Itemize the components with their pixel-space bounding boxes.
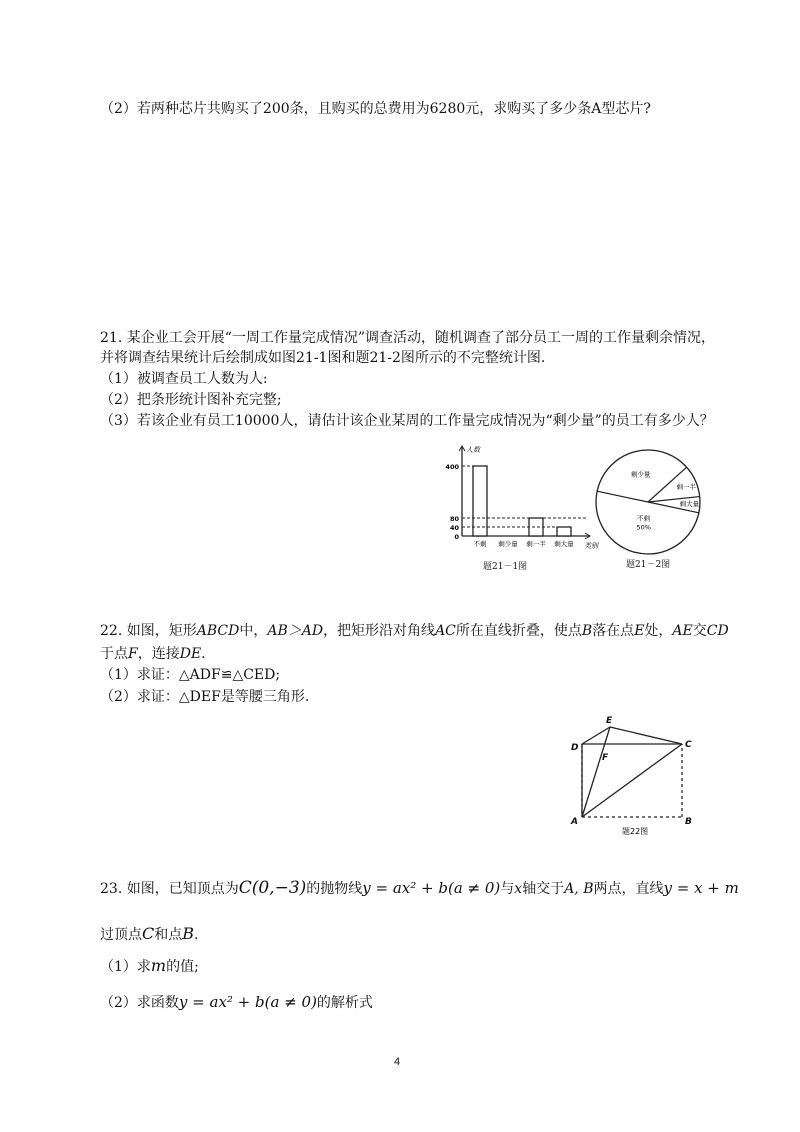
q22-part2: （2）求证：△DEF是等腰三角形. (100, 689, 310, 705)
q22-math: E (634, 623, 645, 639)
q23-math: y = x + m (663, 879, 739, 897)
q22-text: 落在点 (592, 623, 635, 639)
bar (473, 466, 487, 536)
q22-math: F (128, 646, 138, 662)
q22-text: 所在直线折叠，使点 (455, 623, 582, 639)
y-tick-label: 0 (454, 533, 459, 541)
q23-text: 的抛物线 (306, 881, 363, 897)
pie-slice-label: 剩一半 (676, 482, 696, 491)
q23-math: A, B (564, 881, 594, 897)
pie-chart-caption: 题21－2图 (626, 560, 671, 570)
q22-text: ，连接 (137, 646, 180, 662)
q22-math: AC (435, 623, 456, 639)
label-e: E (606, 716, 613, 726)
bar-chart-caption: 题21－1图 (483, 562, 528, 572)
q22-text: 处， (644, 623, 673, 639)
line-ae (582, 727, 610, 817)
q20-part2: （2）若两种芯片共购买了200条，且购买的总费用为6280元，求购买了多少条A型芯片? (100, 101, 651, 117)
q22-math: ABCD (196, 623, 240, 639)
diagonal-ac (582, 744, 682, 817)
q23-text: 的解析式 (316, 995, 373, 1011)
q23-part1 (100, 957, 199, 976)
q23-text: 的值; (166, 959, 199, 975)
q21-part2: （2）把条形统计图补充完整; (100, 392, 282, 408)
q23-text: . (194, 927, 199, 943)
q22-math: B (581, 623, 593, 639)
q23-text: （2）求函数 (100, 995, 179, 1011)
q22-text: . (201, 646, 206, 662)
q22-math: AE (672, 623, 693, 639)
q23-math: x (514, 881, 523, 897)
page-number: 4 (394, 1056, 401, 1068)
q21-part1: （1）被调查员工人数为人: (100, 371, 268, 387)
y-tick-label: 40 (449, 524, 459, 532)
q23-line2 (100, 925, 198, 944)
bar-chart (440, 436, 600, 570)
q22-part1: （1）求证：△ADF≌△CED; (100, 667, 281, 683)
q22-figure-caption: 题22图 (622, 827, 649, 836)
label-f: F (602, 753, 609, 763)
q22-math: DE (179, 646, 202, 662)
label-b: B (685, 817, 692, 827)
label-a: A (571, 817, 578, 827)
q23-text: 轴交于 (522, 881, 565, 897)
bar-chart-marks (462, 466, 586, 536)
q23-math: y = ax² + b(a ≠ 0) (362, 879, 501, 897)
q23-math: B (182, 924, 195, 943)
pie-slice-label: 剩大量 (679, 499, 700, 508)
label-d: D (571, 743, 579, 753)
q23-part2 (100, 993, 373, 1012)
line-ec (610, 727, 682, 744)
q23-text: 两点，直线 (593, 881, 664, 897)
q22-line2 (100, 645, 206, 663)
q23-math: y = ax² + b(a ≠ 0) (178, 993, 317, 1011)
q22-text: 于点 (100, 646, 128, 662)
pie-slice-label: 50% (636, 523, 651, 532)
q23-text: （1）求 (100, 959, 151, 975)
q21-line2: 并将调查结果统计后绘制成如图21-1图和题21-2图所示的不完整统计图. (100, 350, 546, 366)
q22-math: CD (706, 623, 729, 639)
pie-chart-marks (596, 450, 700, 554)
y-tick-label: 400 (445, 463, 459, 471)
q23-math: m (150, 956, 167, 975)
x-tick-label: 不剩 (473, 540, 487, 548)
pie-chart (590, 448, 710, 560)
q22-math: AB＞AD (267, 623, 324, 639)
q23-text: 过顶点 (100, 927, 142, 943)
q22-text: 交 (692, 623, 707, 639)
x-tick-label: 剩少量 (498, 540, 518, 548)
y-axis-label: 人数 (466, 446, 480, 454)
y-tick-label: 80 (449, 515, 459, 523)
x-tick-label: 剩大量 (554, 540, 574, 548)
bar (529, 518, 543, 536)
q23-text: 和点 (154, 927, 183, 943)
q22-line1 (100, 622, 729, 640)
q23-line1 (100, 879, 739, 898)
bar-chart-labels (445, 446, 600, 550)
pie-slice-label: 剩少量 (630, 470, 651, 479)
q23-text: 23. 如图，已知顶点为 (100, 881, 239, 897)
q21-line1: 21. 某企业工会开展“一周工作量完成情况”调查活动，随机调查了部分员工一周的工作量剩余情况， (100, 330, 716, 346)
q22-figure (560, 710, 700, 840)
x-axis-label: 类别 (584, 542, 598, 550)
q21-part3: （3）若该企业有员工10000人，请估计该企业某周的工作量完成情况为“剩少量”的员工有多少人？ (100, 413, 714, 429)
q23-text: 与 (500, 881, 515, 897)
q22-text: 22. 如图，矩形 (100, 623, 197, 639)
q22-text: 中， (239, 623, 268, 639)
bar (557, 527, 571, 536)
q22-text: ，把矩形沿对角线 (323, 623, 436, 639)
q23-math: C(0,−3) (238, 878, 307, 898)
label-c: C (685, 740, 692, 750)
q23-math: C (142, 924, 155, 943)
pie-slice-label: 不剩 (637, 514, 651, 523)
x-tick-label: 剩一半 (526, 540, 546, 548)
